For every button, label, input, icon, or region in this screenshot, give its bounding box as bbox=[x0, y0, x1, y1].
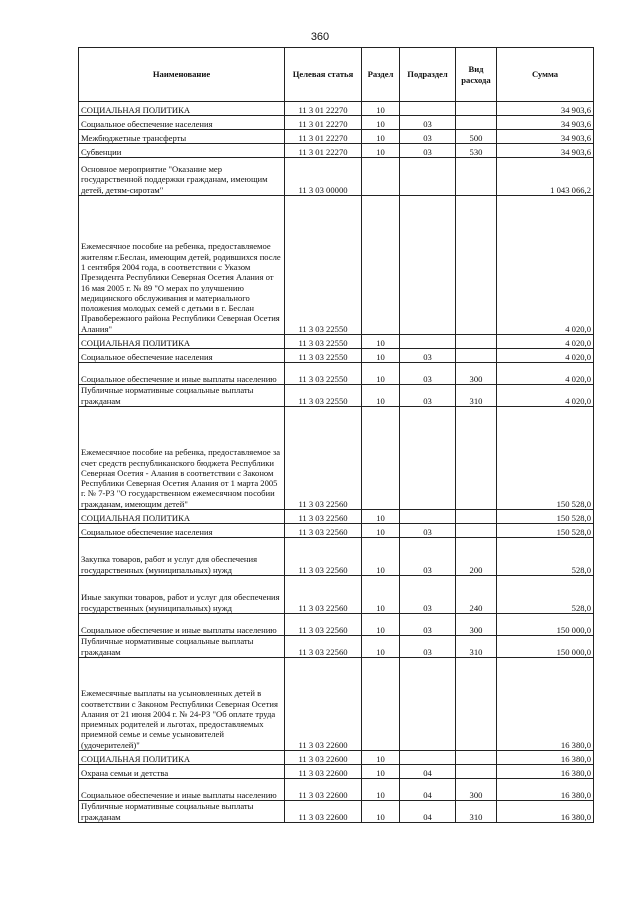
table-row bbox=[79, 510, 594, 524]
cell-type bbox=[456, 116, 497, 130]
table-row bbox=[79, 658, 594, 751]
cell-name: Публичные нормативные социальные выплаты гражданам bbox=[79, 385, 285, 407]
cell-type: 300 bbox=[456, 363, 497, 385]
cell-type: 500 bbox=[456, 130, 497, 144]
cell-target: 11 3 01 22270 bbox=[285, 116, 362, 130]
table-row bbox=[79, 158, 594, 196]
cell-name: Субвенции bbox=[79, 144, 285, 158]
cell-subsection: 03 bbox=[400, 614, 456, 636]
header-sum: Сумма bbox=[497, 48, 594, 102]
cell-section bbox=[362, 658, 400, 751]
cell-sum: 34 903,6 bbox=[497, 144, 594, 158]
cell-name: Социальное обеспечение населения bbox=[79, 116, 285, 130]
cell-type bbox=[456, 658, 497, 751]
cell-subsection bbox=[400, 158, 456, 196]
cell-sum: 4 020,0 bbox=[497, 335, 594, 349]
table-row bbox=[79, 576, 594, 614]
cell-target: 11 3 01 22270 bbox=[285, 102, 362, 116]
cell-section bbox=[362, 158, 400, 196]
cell-name: Ежемесячное пособие на ребенка, предоставляемое жителям г.Беслан, имеющим детей, родившихся после 1 сентября 2004 года, в соответствии с Указом Президента Республики Северная Осетия Алания от 16 мая 2005 г. № 89 "О мерах по улучшению медицинского обслуживания и материального положения молодых семей с детьми в г. Беслан Правобережного района Республики Северная Осетия Алания" bbox=[79, 196, 285, 335]
cell-subsection: 03 bbox=[400, 130, 456, 144]
cell-sum: 4 020,0 bbox=[497, 349, 594, 363]
cell-name: Социальное обеспечение и иные выплаты населению bbox=[79, 614, 285, 636]
cell-section: 10 bbox=[362, 524, 400, 538]
cell-subsection: 04 bbox=[400, 779, 456, 801]
table-row bbox=[79, 407, 594, 510]
cell-type: 310 bbox=[456, 385, 497, 407]
cell-section: 10 bbox=[362, 349, 400, 363]
table-row bbox=[79, 385, 594, 407]
cell-type: 300 bbox=[456, 614, 497, 636]
header-name: Наименование bbox=[79, 48, 285, 102]
cell-section: 10 bbox=[362, 363, 400, 385]
table-row bbox=[79, 144, 594, 158]
cell-target: 11 3 03 22550 bbox=[285, 385, 362, 407]
cell-target: 11 3 01 22270 bbox=[285, 144, 362, 158]
cell-target: 11 3 03 22560 bbox=[285, 524, 362, 538]
cell-name: Ежемесячные выплаты на усыновленных детей в соответствии с Законом Республики Северная Осетия Алания от 21 июня 2004 г. № 24-РЗ "Об оплате труда приемных родителей и льготах, предоставляемых приемной семье и семье усыновителей (удочерителей)" bbox=[79, 658, 285, 751]
cell-subsection bbox=[400, 510, 456, 524]
cell-type: 530 bbox=[456, 144, 497, 158]
cell-subsection bbox=[400, 196, 456, 335]
cell-section: 10 bbox=[362, 779, 400, 801]
table-body bbox=[79, 102, 594, 823]
cell-name: Ежемесячное пособие на ребенка, предоставляемое за счет средств республиканского бюджета Республики Северная Осетия - Алания в соответствии с Законом Республики Северная Осетия Алания от 1 марта 2005 г. № 7-РЗ "О государственном ежемесячном пособии гражданам, имеющим детей" bbox=[79, 407, 285, 510]
cell-section: 10 bbox=[362, 801, 400, 823]
cell-sum: 528,0 bbox=[497, 576, 594, 614]
table-row bbox=[79, 636, 594, 658]
cell-section: 10 bbox=[362, 636, 400, 658]
table-row bbox=[79, 116, 594, 130]
table-row bbox=[79, 196, 594, 335]
cell-type bbox=[456, 751, 497, 765]
cell-subsection: 03 bbox=[400, 363, 456, 385]
cell-sum: 4 020,0 bbox=[497, 363, 594, 385]
cell-name: Межбюджетные трансферты bbox=[79, 130, 285, 144]
cell-sum: 4 020,0 bbox=[497, 196, 594, 335]
cell-subsection: 03 bbox=[400, 538, 456, 576]
cell-section: 10 bbox=[362, 751, 400, 765]
cell-target: 11 3 03 22600 bbox=[285, 751, 362, 765]
cell-name: Социальное обеспечение и иные выплаты населению bbox=[79, 363, 285, 385]
cell-section: 10 bbox=[362, 576, 400, 614]
table-row bbox=[79, 335, 594, 349]
cell-type: 240 bbox=[456, 576, 497, 614]
cell-target: 11 3 03 22550 bbox=[285, 349, 362, 363]
cell-name: Публичные нормативные социальные выплаты гражданам bbox=[79, 636, 285, 658]
cell-sum: 1 043 066,2 bbox=[497, 158, 594, 196]
cell-type bbox=[456, 407, 497, 510]
cell-subsection: 03 bbox=[400, 636, 456, 658]
cell-subsection bbox=[400, 102, 456, 116]
header-subsection: Подраздел bbox=[400, 48, 456, 102]
cell-type: 310 bbox=[456, 636, 497, 658]
cell-target: 11 3 03 22560 bbox=[285, 510, 362, 524]
cell-target: 11 3 03 22550 bbox=[285, 335, 362, 349]
cell-section: 10 bbox=[362, 144, 400, 158]
cell-section: 10 bbox=[362, 116, 400, 130]
cell-section: 10 bbox=[362, 538, 400, 576]
table-row bbox=[79, 349, 594, 363]
cell-name: Социальное обеспечение населения bbox=[79, 524, 285, 538]
cell-section: 10 bbox=[362, 385, 400, 407]
table-row bbox=[79, 779, 594, 801]
cell-name: Социальное обеспечение и иные выплаты населению bbox=[79, 779, 285, 801]
cell-type bbox=[456, 158, 497, 196]
cell-type bbox=[456, 196, 497, 335]
cell-type bbox=[456, 524, 497, 538]
cell-target: 11 3 01 22270 bbox=[285, 130, 362, 144]
cell-target: 11 3 03 22600 bbox=[285, 801, 362, 823]
cell-section: 10 bbox=[362, 130, 400, 144]
cell-subsection bbox=[400, 407, 456, 510]
cell-name: Социальное обеспечение населения bbox=[79, 349, 285, 363]
table-row bbox=[79, 130, 594, 144]
cell-sum: 4 020,0 bbox=[497, 385, 594, 407]
cell-name: СОЦИАЛЬНАЯ ПОЛИТИКА bbox=[79, 335, 285, 349]
cell-subsection bbox=[400, 335, 456, 349]
cell-subsection: 04 bbox=[400, 765, 456, 779]
cell-type bbox=[456, 510, 497, 524]
cell-sum: 34 903,6 bbox=[497, 130, 594, 144]
cell-section: 10 bbox=[362, 510, 400, 524]
cell-name: Публичные нормативные социальные выплаты гражданам bbox=[79, 801, 285, 823]
cell-sum: 150 000,0 bbox=[497, 614, 594, 636]
cell-name: Иные закупки товаров, работ и услуг для обеспечения государственных (муниципальных) нужд bbox=[79, 576, 285, 614]
cell-subsection: 03 bbox=[400, 385, 456, 407]
cell-sum: 16 380,0 bbox=[497, 658, 594, 751]
cell-subsection: 04 bbox=[400, 801, 456, 823]
header-target: Целевая статья bbox=[285, 48, 362, 102]
cell-type bbox=[456, 349, 497, 363]
cell-type bbox=[456, 335, 497, 349]
table-row bbox=[79, 102, 594, 116]
cell-name: Охрана семьи и детства bbox=[79, 765, 285, 779]
table-row bbox=[79, 801, 594, 823]
cell-sum: 150 528,0 bbox=[497, 524, 594, 538]
cell-name: Основное мероприятие "Оказание мер государственной поддержки гражданам, имеющим детей, детям-сиротам" bbox=[79, 158, 285, 196]
cell-subsection: 03 bbox=[400, 576, 456, 614]
cell-sum: 16 380,0 bbox=[497, 779, 594, 801]
cell-target: 11 3 03 22560 bbox=[285, 538, 362, 576]
cell-subsection bbox=[400, 658, 456, 751]
cell-sum: 34 903,6 bbox=[497, 102, 594, 116]
cell-target: 11 3 03 22600 bbox=[285, 658, 362, 751]
cell-type bbox=[456, 102, 497, 116]
cell-subsection bbox=[400, 751, 456, 765]
table-row bbox=[79, 538, 594, 576]
cell-target: 11 3 03 22560 bbox=[285, 636, 362, 658]
page-number: 360 bbox=[310, 31, 330, 43]
cell-subsection: 03 bbox=[400, 349, 456, 363]
cell-sum: 16 380,0 bbox=[497, 801, 594, 823]
cell-section bbox=[362, 196, 400, 335]
cell-sum: 16 380,0 bbox=[497, 751, 594, 765]
table-header-row bbox=[79, 48, 594, 102]
table-row bbox=[79, 751, 594, 765]
table-row bbox=[79, 614, 594, 636]
cell-sum: 150 528,0 bbox=[497, 510, 594, 524]
cell-sum: 528,0 bbox=[497, 538, 594, 576]
cell-sum: 34 903,6 bbox=[497, 116, 594, 130]
table-row bbox=[79, 765, 594, 779]
cell-sum: 16 380,0 bbox=[497, 765, 594, 779]
cell-target: 11 3 03 22560 bbox=[285, 407, 362, 510]
cell-target: 11 3 03 00000 bbox=[285, 158, 362, 196]
header-type: Вид расхода bbox=[456, 48, 497, 102]
cell-type bbox=[456, 765, 497, 779]
cell-name: СОЦИАЛЬНАЯ ПОЛИТИКА bbox=[79, 102, 285, 116]
cell-section: 10 bbox=[362, 614, 400, 636]
cell-target: 11 3 03 22560 bbox=[285, 576, 362, 614]
cell-target: 11 3 03 22600 bbox=[285, 765, 362, 779]
cell-subsection: 03 bbox=[400, 116, 456, 130]
cell-type: 300 bbox=[456, 779, 497, 801]
cell-sum: 150 528,0 bbox=[497, 407, 594, 510]
cell-target: 11 3 03 22560 bbox=[285, 614, 362, 636]
cell-name: СОЦИАЛЬНАЯ ПОЛИТИКА bbox=[79, 751, 285, 765]
cell-type: 310 bbox=[456, 801, 497, 823]
cell-name: Закупка товаров, работ и услуг для обеспечения государственных (муниципальных) нужд bbox=[79, 538, 285, 576]
cell-target: 11 3 03 22550 bbox=[285, 196, 362, 335]
cell-section: 10 bbox=[362, 102, 400, 116]
cell-name: СОЦИАЛЬНАЯ ПОЛИТИКА bbox=[79, 510, 285, 524]
cell-type: 200 bbox=[456, 538, 497, 576]
cell-section bbox=[362, 407, 400, 510]
table-row bbox=[79, 524, 594, 538]
header-section: Раздел bbox=[362, 48, 400, 102]
cell-target: 11 3 03 22600 bbox=[285, 779, 362, 801]
budget-table bbox=[78, 47, 594, 823]
cell-subsection: 03 bbox=[400, 144, 456, 158]
cell-section: 10 bbox=[362, 765, 400, 779]
cell-section: 10 bbox=[362, 335, 400, 349]
cell-sum: 150 000,0 bbox=[497, 636, 594, 658]
table-row bbox=[79, 363, 594, 385]
cell-subsection: 03 bbox=[400, 524, 456, 538]
cell-target: 11 3 03 22550 bbox=[285, 363, 362, 385]
